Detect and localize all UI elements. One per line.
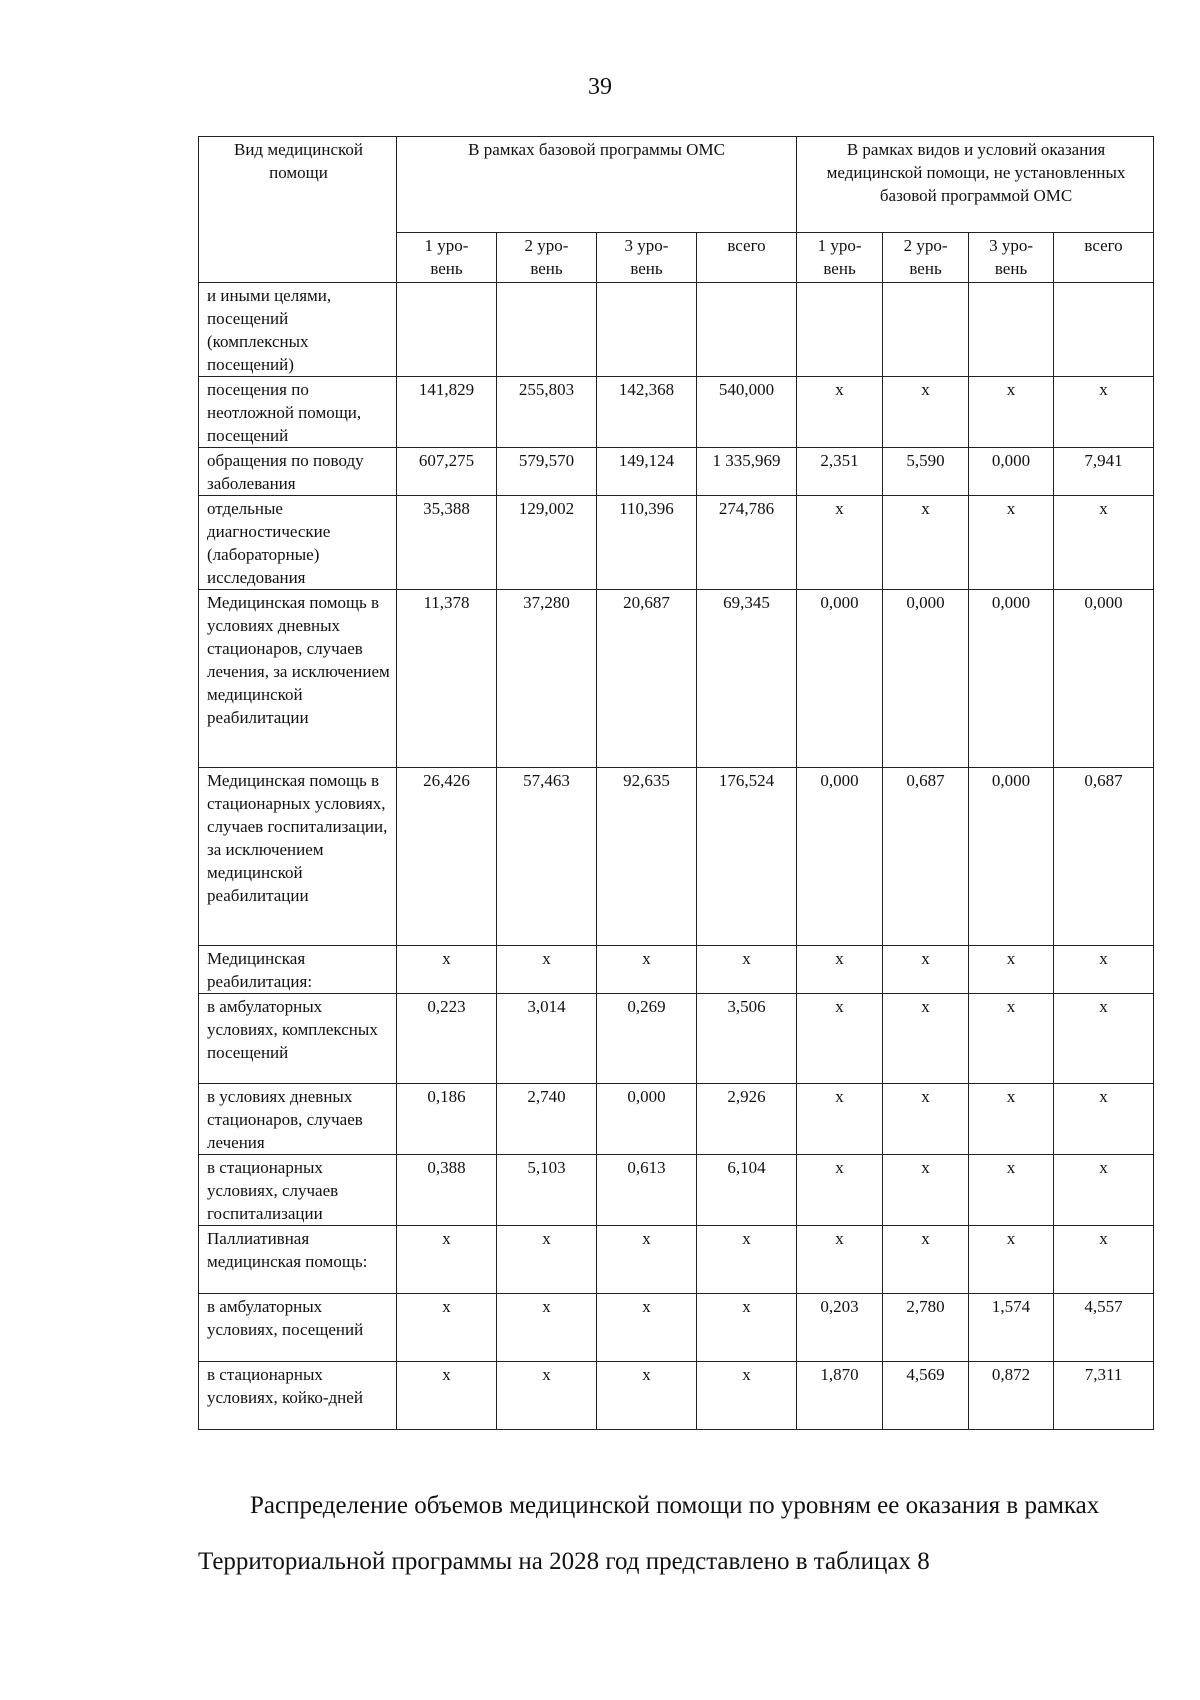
header-type: Вид медицинской помощи: [199, 137, 397, 283]
row-value: х: [883, 377, 969, 448]
row-value: х: [969, 1155, 1054, 1226]
table-row: [199, 448, 1154, 496]
row-value: 1,870: [797, 1362, 883, 1430]
row-value: 6,104: [697, 1155, 797, 1226]
row-value: 0,203: [797, 1294, 883, 1362]
header-extra-program: В рамках видов и условий оказания медицинской помощи, не установленных базовой программой ОМС: [797, 137, 1154, 233]
row-value: 69,345: [697, 590, 797, 768]
row-value: х: [883, 994, 969, 1084]
row-value: х: [1054, 1226, 1154, 1294]
table-body: [199, 283, 1154, 1430]
row-label: Медицинская помощь в условиях дневных стационаров, случаев лечения, за исключением медицинской реабилитации: [199, 590, 397, 768]
row-value: 57,463: [497, 768, 597, 946]
row-value: 255,803: [497, 377, 597, 448]
row-value: х: [797, 994, 883, 1084]
row-value: [797, 283, 883, 377]
row-value: х: [797, 1155, 883, 1226]
row-value: х: [969, 994, 1054, 1084]
row-value: 0,613: [597, 1155, 697, 1226]
row-value: х: [697, 1294, 797, 1362]
header-extra-level-3: 3 уро- вень: [969, 233, 1054, 283]
row-value: [1054, 283, 1154, 377]
table-row: [199, 1362, 1154, 1430]
table-row: [199, 1294, 1154, 1362]
header-basic-level-1: 1 уро- вень: [397, 233, 497, 283]
row-label: Медицинская реабилитация:: [199, 946, 397, 994]
row-value: х: [797, 946, 883, 994]
row-value: 274,786: [697, 496, 797, 590]
row-value: 3,014: [497, 994, 597, 1084]
row-value: 2,351: [797, 448, 883, 496]
row-value: х: [397, 1362, 497, 1430]
row-value: [969, 283, 1054, 377]
row-value: х: [397, 1226, 497, 1294]
row-value: 142,368: [597, 377, 697, 448]
row-value: 0,000: [597, 1084, 697, 1155]
row-value: 0,269: [597, 994, 697, 1084]
row-value: 1 335,969: [697, 448, 797, 496]
row-value: х: [597, 1362, 697, 1430]
row-value: 0,186: [397, 1084, 497, 1155]
header-extra-level-1: 1 уро- вень: [797, 233, 883, 283]
header-extra-level-2: 2 уро- вень: [883, 233, 969, 283]
row-value: 5,590: [883, 448, 969, 496]
row-value: х: [969, 946, 1054, 994]
row-value: [883, 283, 969, 377]
row-label: в амбулаторных условиях, комплексных посещений: [199, 994, 397, 1084]
row-value: 0,000: [969, 590, 1054, 768]
row-value: 7,941: [1054, 448, 1154, 496]
row-value: х: [883, 1155, 969, 1226]
row-value: 540,000: [697, 377, 797, 448]
table-row: [199, 1155, 1154, 1226]
header-extra-total: всего: [1054, 233, 1154, 283]
row-value: 607,275: [397, 448, 497, 496]
table-row: [199, 377, 1154, 448]
row-value: 110,396: [597, 496, 697, 590]
row-value: 3,506: [697, 994, 797, 1084]
row-label: отдельные диагностические (лабораторные) исследования: [199, 496, 397, 590]
row-value: 26,426: [397, 768, 497, 946]
row-value: 0,000: [883, 590, 969, 768]
header-basic-level-2: 2 уро- вень: [497, 233, 597, 283]
row-value: х: [969, 1226, 1054, 1294]
row-value: х: [1054, 1084, 1154, 1155]
row-value: х: [1054, 994, 1154, 1084]
table-row: [199, 283, 1154, 377]
row-value: х: [497, 1362, 597, 1430]
row-value: 11,378: [397, 590, 497, 768]
row-label: в стационарных условиях, случаев госпитализации: [199, 1155, 397, 1226]
row-value: х: [1054, 946, 1154, 994]
header-basic-total: всего: [697, 233, 797, 283]
row-label: в условиях дневных стационаров, случаев лечения: [199, 1084, 397, 1155]
row-label: в амбулаторных условиях, посещений: [199, 1294, 397, 1362]
row-value: х: [883, 1084, 969, 1155]
row-value: х: [883, 1226, 969, 1294]
row-value: х: [597, 1226, 697, 1294]
row-value: х: [1054, 496, 1154, 590]
volumes-table: [198, 136, 1154, 1430]
paragraph-text: Распределение объемов медицинской помощи по уровням ее оказания в рамках Территориальной программы на 2028 год представлено в таблицах 8: [198, 1492, 1100, 1575]
row-label: обращения по поводу заболевания: [199, 448, 397, 496]
table-row: [199, 768, 1154, 946]
row-value: 7,311: [1054, 1362, 1154, 1430]
row-value: х: [497, 1226, 597, 1294]
row-value: х: [697, 1226, 797, 1294]
row-value: [697, 283, 797, 377]
table-row: [199, 1084, 1154, 1155]
row-value: 20,687: [597, 590, 697, 768]
table-row: [199, 496, 1154, 590]
row-label: Медицинская помощь в стационарных условиях, случаев госпитализации, за исключением медицинской реабилитации: [199, 768, 397, 946]
row-value: х: [597, 946, 697, 994]
row-value: 35,388: [397, 496, 497, 590]
row-value: 37,280: [497, 590, 597, 768]
row-value: 0,687: [883, 768, 969, 946]
row-value: 149,124: [597, 448, 697, 496]
row-value: 0,000: [797, 590, 883, 768]
header-basic-level-3: 3 уро- вень: [597, 233, 697, 283]
row-label: Паллиативная медицинская помощь:: [199, 1226, 397, 1294]
row-value: 176,524: [697, 768, 797, 946]
row-label: в стационарных условиях, койко-дней: [199, 1362, 397, 1430]
table-row: [199, 1226, 1154, 1294]
row-value: 0,000: [969, 768, 1054, 946]
row-value: х: [397, 1294, 497, 1362]
row-value: х: [797, 1226, 883, 1294]
header-basic-program: В рамках базовой программы ОМС: [397, 137, 797, 233]
row-value: [497, 283, 597, 377]
row-value: 0,000: [1054, 590, 1154, 768]
row-value: х: [497, 946, 597, 994]
row-value: 2,926: [697, 1084, 797, 1155]
table-row: [199, 946, 1154, 994]
row-value: 0,872: [969, 1362, 1054, 1430]
row-value: 2,740: [497, 1084, 597, 1155]
row-value: 0,000: [797, 768, 883, 946]
row-value: 4,557: [1054, 1294, 1154, 1362]
row-value: х: [397, 946, 497, 994]
row-value: 0,223: [397, 994, 497, 1084]
row-value: х: [697, 1362, 797, 1430]
row-value: 2,780: [883, 1294, 969, 1362]
row-value: 0,000: [969, 448, 1054, 496]
row-value: х: [697, 946, 797, 994]
table-header: [199, 137, 1154, 283]
table-row: [199, 590, 1154, 768]
row-value: х: [597, 1294, 697, 1362]
row-value: 1,574: [969, 1294, 1054, 1362]
row-value: 92,635: [597, 768, 697, 946]
row-value: 141,829: [397, 377, 497, 448]
row-value: х: [797, 496, 883, 590]
row-value: 5,103: [497, 1155, 597, 1226]
row-value: х: [969, 496, 1054, 590]
row-value: х: [1054, 1155, 1154, 1226]
row-value: х: [883, 496, 969, 590]
row-value: х: [969, 377, 1054, 448]
row-value: 0,388: [397, 1155, 497, 1226]
table-row: [199, 994, 1154, 1084]
row-value: 129,002: [497, 496, 597, 590]
row-value: 579,570: [497, 448, 597, 496]
row-value: 4,569: [883, 1362, 969, 1430]
row-value: х: [1054, 377, 1154, 448]
row-value: х: [969, 1084, 1054, 1155]
row-value: [597, 283, 697, 377]
volumes-table-container: [198, 136, 1153, 1430]
page-number: 39: [588, 74, 612, 100]
row-value: х: [497, 1294, 597, 1362]
row-value: 0,687: [1054, 768, 1154, 946]
row-label: и иными целями, посещений (комплексных посещений): [199, 283, 397, 377]
row-value: х: [883, 946, 969, 994]
row-value: х: [797, 377, 883, 448]
row-value: [397, 283, 497, 377]
row-label: посещения по неотложной помощи, посещений: [199, 377, 397, 448]
row-value: х: [797, 1084, 883, 1155]
